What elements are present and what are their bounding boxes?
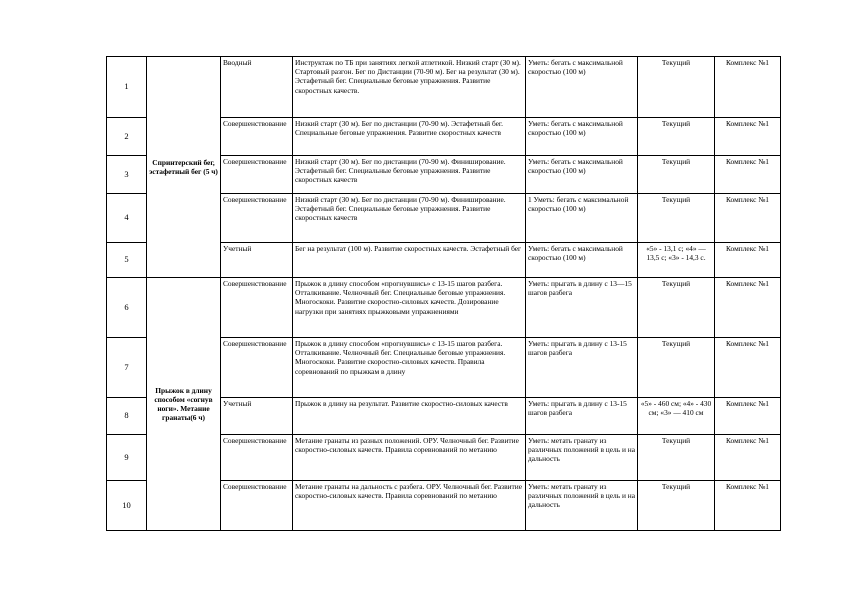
control-type: Текущий	[638, 156, 715, 194]
lesson-plan-table	[106, 56, 781, 531]
lesson-content: Прыжок в длину способом «прогнувшись» с 13-15 шагов разбега. Отталкивание. Челночный бег. Специальные беговые упражнения. Многоскоки. Развитие скоростно-силовых качеств. Правила соревнований по прыжкам в длину	[293, 338, 526, 398]
exercise-complex: Комплекс №1	[715, 243, 781, 278]
control-type: Текущий	[638, 338, 715, 398]
exercise-complex: Комплекс №1	[715, 338, 781, 398]
control-type: Текущий	[638, 435, 715, 481]
control-type: Текущий	[638, 57, 715, 118]
lesson-number: 1	[107, 57, 147, 118]
control-type: «5» - 460 см; «4» - 430 см; «3» — 410 см	[638, 398, 715, 435]
requirements: Уметь: прыгать в длину с 13—15 шагов разбега	[526, 278, 638, 338]
control-type: «5» - 13,1 с; «4» — 13,5 с; «3» - 14,3 с.	[638, 243, 715, 278]
lesson-content: Метание гранаты из разных положений. ОРУ. Челночный бег. Развитие скоростно-силовых качеств. Правила соревнований по метанию	[293, 435, 526, 481]
requirements: Уметь: прыгать в длину с 13-15 шагов разбега	[526, 338, 638, 398]
exercise-complex: Комплекс №1	[715, 156, 781, 194]
lesson-type: Вводный	[221, 57, 293, 118]
lesson-number: 7	[107, 338, 147, 398]
exercise-complex: Комплекс №1	[715, 118, 781, 156]
lesson-number: 2	[107, 118, 147, 156]
requirements: Уметь: метать гранату из различных положений в цель и на дальность	[526, 435, 638, 481]
exercise-complex: Комплекс №1	[715, 194, 781, 243]
control-type: Текущий	[638, 278, 715, 338]
requirements: Уметь: бегать с максимальной скоростью (100 м)	[526, 243, 638, 278]
lesson-type: Совершенствование	[221, 156, 293, 194]
lesson-content: Низкий старт (30 м). Бег по дистанции (70-90 м). Финиширование. Эстафетный бег. Специальные беговые упражнения. Развитие скоростных качеств	[293, 156, 526, 194]
requirements: Уметь: бегать с максимальной скоростью (100 м)	[526, 57, 638, 118]
table-row	[107, 278, 781, 338]
control-type: Текущий	[638, 118, 715, 156]
requirements: 1 Уметь: бегать с максимальной скоростью (100 м)	[526, 194, 638, 243]
lesson-type: Совершенствование	[221, 435, 293, 481]
lesson-type: Совершенствование	[221, 118, 293, 156]
lesson-number: 10	[107, 481, 147, 531]
table-body	[107, 57, 781, 531]
lesson-number: 8	[107, 398, 147, 435]
lesson-content: Прыжок в длину на результат. Развитие скоростно-силовых качеств	[293, 398, 526, 435]
exercise-complex: Комплекс №1	[715, 481, 781, 531]
requirements: Уметь: бегать с максимальной скоростью (100 м)	[526, 118, 638, 156]
lesson-type: Учетный	[221, 243, 293, 278]
table-row	[107, 57, 781, 118]
requirements: Уметь: метать гранату из различных положений в цель и на дальность	[526, 481, 638, 531]
requirements: Уметь: бегать с максимальной скоростью (100 м)	[526, 156, 638, 194]
topic-cell: Спринтерский бег, эстафетный бег (5 ч)	[147, 57, 221, 278]
lesson-number: 4	[107, 194, 147, 243]
lesson-type: Совершенствование	[221, 278, 293, 338]
lesson-content: Низкий старт (30 м). Бег по дистанции (70-90 м). Эстафетный бег. Специальные беговые упражнения. Развитие скоростных качеств	[293, 118, 526, 156]
lesson-type: Учетный	[221, 398, 293, 435]
control-type: Текущий	[638, 481, 715, 531]
lesson-number: 3	[107, 156, 147, 194]
lesson-type: Совершенствование	[221, 194, 293, 243]
lesson-type: Совершенствование	[221, 338, 293, 398]
exercise-complex: Комплекс №1	[715, 398, 781, 435]
topic-cell: Прыжок в длину способом «согнув ноги». Метание гранаты(6 ч)	[147, 278, 221, 531]
requirements: Уметь: прыгать в длину с 13-15 шагов разбега	[526, 398, 638, 435]
lesson-content: Инструктаж по ТБ при занятиях легкой атлетикой. Низкий старт (30 м). Стартовый разгон. Бег по Дистанции (70-90 м). Бег на результат (30 м). Эстафетный бег. Специальные беговые упражнения. Развитие скоростных качеств.	[293, 57, 526, 118]
lesson-number: 5	[107, 243, 147, 278]
lesson-content: Низкий старт (30 м). Бег по дистанции (70-90 м). Финиширование. Эстафетный бег. Специальные беговые упражнения. Развитие скоростных качеств	[293, 194, 526, 243]
lesson-number: 9	[107, 435, 147, 481]
exercise-complex: Комплекс №1	[715, 278, 781, 338]
exercise-complex: Комплекс №1	[715, 57, 781, 118]
control-type: Текущий	[638, 194, 715, 243]
lesson-type: Совершенствование	[221, 481, 293, 531]
exercise-complex: Комплекс №1	[715, 435, 781, 481]
lesson-content: Бег на результат (100 м). Развитие скоростных качеств. Эстафетный бег	[293, 243, 526, 278]
lesson-content: Метание гранаты на дальность с разбега. ОРУ. Челночный бег. Развитие скоростно-силовых качеств. Правила соревнований по метанию	[293, 481, 526, 531]
lesson-content: Прыжок в длину способом «прогнувшись» с 13-15 шагов разбега. Отталкивание. Челночный бег. Специальные беговые упражнения. Многоскоки. Развитие скоростно-силовых качеств. Дозирование нагрузки при занятиях прыжковыми упражнениями	[293, 278, 526, 338]
lesson-number: 6	[107, 278, 147, 338]
